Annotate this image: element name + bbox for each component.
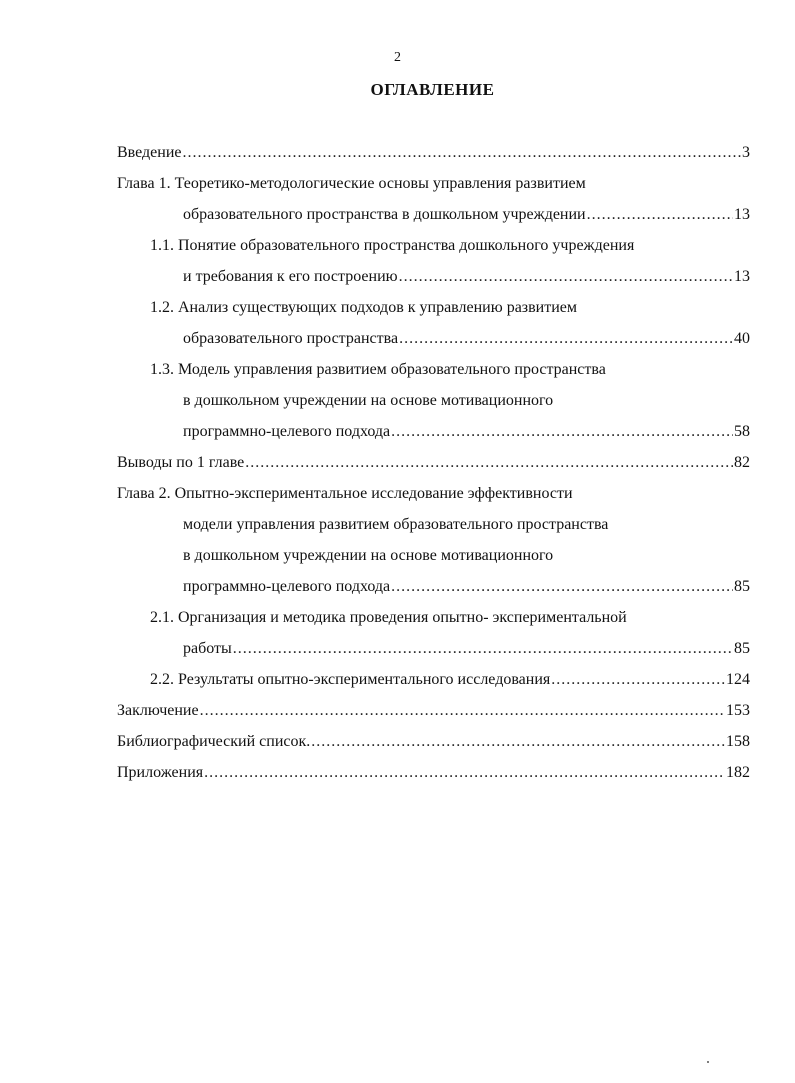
toc-section-1-3-title[interactable]: 1.3. Модель управления развитием образовательного пространства	[150, 361, 606, 378]
toc-chapter-1-title[interactable]: Глава 1. Теоретико-методологические основы управления развитием	[117, 175, 586, 192]
toc-entry-label: работы	[183, 640, 232, 657]
toc-entry-label: и требования к его построению	[183, 268, 398, 285]
dot-leader	[399, 328, 733, 350]
toc-entry-section-2-2[interactable]	[150, 669, 750, 691]
toc-entry-label: образовательного пространства в дошкольном учреждении	[183, 206, 586, 223]
toc-entry-appendices[interactable]	[117, 762, 750, 784]
toc-entry-chapter-1[interactable]	[183, 204, 750, 226]
toc-entry-label: Выводы по 1 главе	[117, 454, 245, 471]
toc-entry-page: 13	[734, 206, 750, 223]
toc-chapter-2-title-cont-1[interactable]: модели управления развитием образовательного пространства	[183, 516, 609, 533]
toc-entry-page: 82	[734, 454, 750, 471]
toc-entry-label: Заключение	[117, 702, 199, 719]
toc-entry-label: Приложения	[117, 764, 204, 781]
toc-entry-page: 158	[726, 733, 750, 750]
toc-entry-label: 2.2. Результаты опытно-экспериментального исследования	[150, 671, 551, 688]
toc-entry-page: 153	[726, 702, 750, 719]
toc-entry-page: 40	[734, 330, 750, 347]
toc-entry-label: Введение	[117, 144, 182, 161]
dot-leader	[391, 421, 733, 443]
toc-chapter-2-title-cont-2[interactable]: в дошкольном учреждении на основе мотивационного	[183, 547, 554, 564]
toc-entry-page: 124	[726, 671, 750, 688]
toc-entry-section-1-1[interactable]	[183, 266, 750, 288]
toc-entry-page: 85	[734, 578, 750, 595]
toc-entry-section-1-3[interactable]	[183, 421, 750, 443]
toc-title: ОГЛАВЛЕНИЕ	[370, 80, 495, 99]
dot-leader	[183, 142, 742, 164]
toc-entry-page: 85	[734, 640, 750, 657]
toc-entry-bibliography[interactable]	[117, 731, 750, 753]
toc-entry-page: 13	[734, 268, 750, 285]
dot-leader	[233, 638, 733, 660]
toc-entry-conclusion[interactable]	[117, 700, 750, 722]
dot-leader	[391, 576, 733, 598]
toc-section-1-3-title-cont[interactable]: в дошкольном учреждении на основе мотивационного	[183, 392, 554, 409]
toc-chapter-2-title[interactable]: Глава 2. Опытно-экспериментальное исследование эффективности	[117, 485, 573, 502]
toc-entry-page: 182	[726, 764, 750, 781]
toc-section-1-1-title[interactable]: 1.1. Понятие образовательного пространства дошкольного учреждения	[150, 237, 635, 254]
dot-leader	[204, 762, 725, 784]
page-number: 2	[394, 50, 401, 65]
toc-entry-introduction[interactable]	[117, 142, 750, 164]
dot-leader	[551, 669, 725, 691]
toc-entry-section-2-1[interactable]	[183, 638, 750, 660]
dot-leader	[200, 700, 725, 722]
toc-entry-chapter-2[interactable]	[183, 576, 750, 598]
toc-entry-label: образовательного пространства	[183, 330, 399, 347]
toc-entry-label: программно-целевого подхода	[183, 423, 391, 440]
dot-leader	[587, 204, 733, 226]
toc-section-2-1-title[interactable]: 2.1. Организация и методика проведения опытно- экспериментальной	[150, 609, 627, 626]
dot-leader	[399, 266, 733, 288]
toc-section-1-2-title[interactable]: 1.2. Анализ существующих подходов к управлению развитием	[150, 299, 578, 316]
scan-speck	[707, 1061, 709, 1063]
toc-entry-page: 3	[742, 144, 750, 161]
dot-leader	[245, 452, 733, 474]
dot-leader	[311, 731, 725, 753]
toc-entry-label: Библиографический список.	[117, 733, 311, 750]
toc-entry-section-1-2[interactable]	[183, 328, 750, 350]
toc-entry-label: программно-целевого подхода	[183, 578, 391, 595]
toc-entry-conclusions-ch1[interactable]	[117, 452, 750, 474]
toc-entry-page: 58	[734, 423, 750, 440]
